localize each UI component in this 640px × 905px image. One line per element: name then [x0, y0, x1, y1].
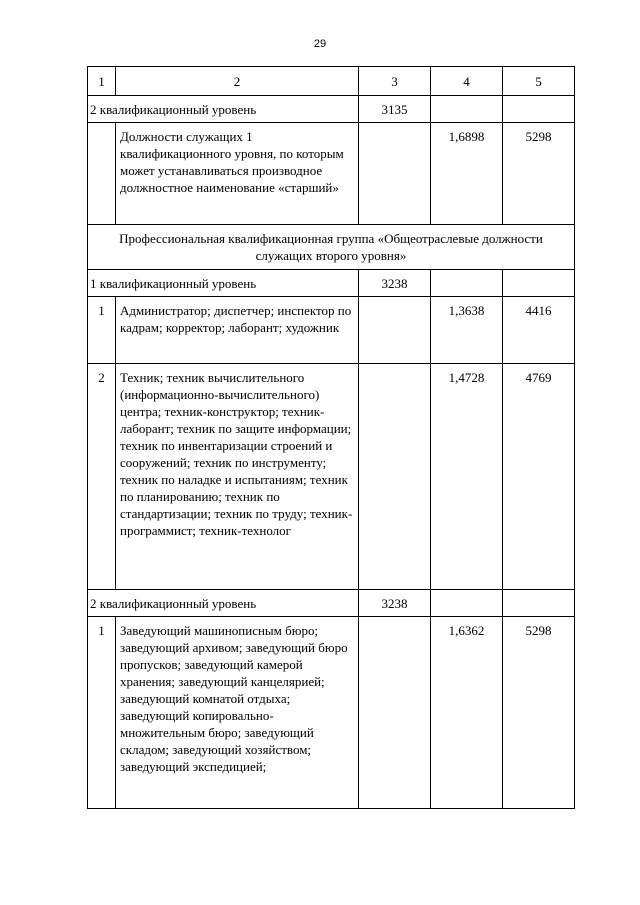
- column-header-4: 4: [431, 67, 503, 96]
- position-number: 1: [88, 297, 116, 364]
- level-label: 2 квалификационный уровень: [88, 96, 359, 123]
- table-header-row: [88, 67, 575, 96]
- position-coefficient: 1,3638: [431, 297, 503, 364]
- position-description: Заведующий машинописным бюро; заведующий архивом; заведующий бюро пропусков; заведующий камерой хранения; заведующий канцелярией; заведующий комнатой отдыха; заведующий копировально-множительным бюро; заведующий складом; заведующий хозяйством; заведующий экспедицией;: [116, 617, 359, 809]
- position-row: [88, 123, 575, 225]
- position-description: Техник; техник вычислительного (информационно-вычислительного) центра; техник-конструктор; техник-лаборант; техник по защите информации; техник по инвентаризации строений и сооружений; техник по инструменту; техник по наладке и испытаниям; техник по планированию; техник по стандартизации; техник по труду; техник-программист; техник-технолог: [116, 364, 359, 590]
- page-number: 29: [313, 38, 327, 50]
- professional-group-title: Профессиональная квалификационная группа «Общеотраслевые должности служащих второго уровня»: [88, 225, 575, 270]
- empty-cell: [431, 590, 503, 617]
- qualification-level-row: [88, 270, 575, 297]
- position-salary: 5298: [503, 617, 575, 809]
- column-header-5: 5: [503, 67, 575, 96]
- qualification-level-row: [88, 590, 575, 617]
- position-salary: 4416: [503, 297, 575, 364]
- position-row: [88, 297, 575, 364]
- position-description: Должности служащих 1 квалификационного уровня, по которым может устанавливаться производное должностное наименование «старший»: [116, 123, 359, 225]
- column-header-3: 3: [359, 67, 431, 96]
- qualification-level-row: [88, 96, 575, 123]
- empty-cell: [503, 270, 575, 297]
- position-salary: 5298: [503, 123, 575, 225]
- empty-cell: [359, 617, 431, 809]
- level-code: 3238: [359, 270, 431, 297]
- position-number: 1: [88, 617, 116, 809]
- level-code: 3135: [359, 96, 431, 123]
- position-row: [88, 364, 575, 590]
- empty-cell: [359, 364, 431, 590]
- level-label: 2 квалификационный уровень: [88, 590, 359, 617]
- empty-cell: [431, 96, 503, 123]
- column-header-2: 2: [116, 67, 359, 96]
- position-coefficient: 1,6898: [431, 123, 503, 225]
- position-coefficient: 1,4728: [431, 364, 503, 590]
- empty-cell: [503, 590, 575, 617]
- position-number: [88, 123, 116, 225]
- qualification-table: [87, 66, 575, 809]
- empty-cell: [431, 270, 503, 297]
- position-row: [88, 617, 575, 809]
- level-label: 1 квалификационный уровень: [88, 270, 359, 297]
- position-salary: 4769: [503, 364, 575, 590]
- empty-cell: [359, 297, 431, 364]
- position-coefficient: 1,6362: [431, 617, 503, 809]
- column-header-1: 1: [88, 67, 116, 96]
- position-description: Администратор; диспетчер; инспектор по кадрам; корректор; лаборант; художник: [116, 297, 359, 364]
- empty-cell: [359, 123, 431, 225]
- level-code: 3238: [359, 590, 431, 617]
- professional-group-row: [88, 225, 575, 270]
- position-number: 2: [88, 364, 116, 590]
- empty-cell: [503, 96, 575, 123]
